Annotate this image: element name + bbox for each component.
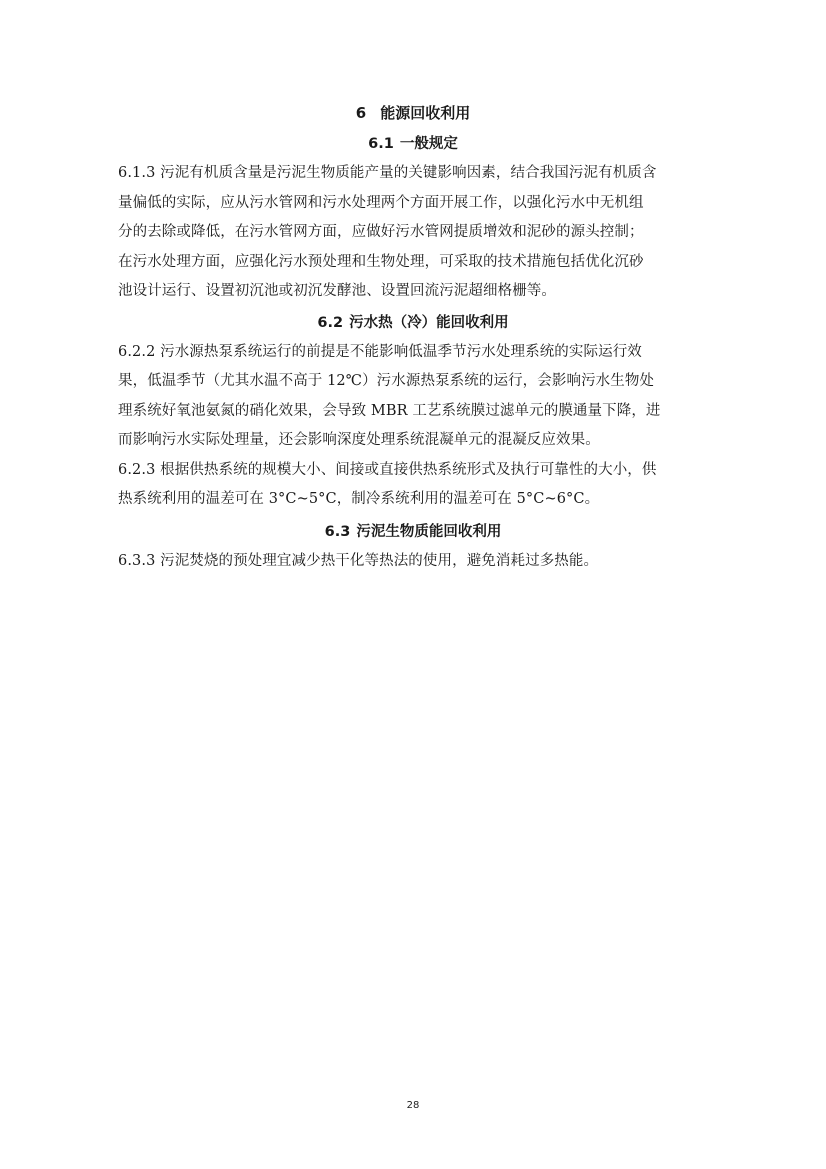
paragraph-line: 6.2.2 污水源热泵系统运行的前提是不能影响低温季节污水处理系统的实际运行效 bbox=[118, 343, 642, 360]
section-number: 6.3 bbox=[324, 523, 351, 540]
paragraph-line: 6.1.3 污泥有机质含量是污泥生物质能产量的关键影响因素，结合我国污泥有机质含 bbox=[118, 165, 657, 181]
section-heading bbox=[118, 309, 708, 338]
page-number: 28 bbox=[406, 1100, 420, 1111]
clause-6-2-3 bbox=[118, 456, 708, 515]
clause-6-2-2 bbox=[118, 338, 708, 456]
paragraph-line: 池设计运行、设置初沉池或初沉发酵池、设置回流污泥超细格栅等。 bbox=[118, 283, 556, 299]
section-6-1 bbox=[118, 130, 708, 307]
section-heading bbox=[118, 518, 708, 547]
paragraph-line: 量偏低的实际，应从污水管网和污水处理两个方面开展工作，以强化污水中无机组 bbox=[118, 194, 644, 211]
paragraph-line: 果，低温季节（尤其水温不高于 12℃）污水源热泵系统的运行，会影响污水生物处 bbox=[118, 373, 655, 389]
paragraph-line: 热系统利用的温差可在 3°C~5°C，制冷系统利用的温差可在 5°C~6°C。 bbox=[118, 491, 600, 507]
section-number: 6.1 bbox=[368, 136, 394, 152]
section-heading bbox=[118, 130, 708, 159]
section-number: 6.2 bbox=[317, 314, 344, 331]
paragraph-line: 在污水处理方面，应强化污水预处理和生物处理，可采取的技术措施包括优化沉砂 bbox=[118, 253, 644, 270]
chapter-number: 6 bbox=[355, 104, 367, 122]
paragraph-line: 6.3.3 污泥焚烧的预处理宜减少热干化等热法的使用，避免消耗过多热能。 bbox=[118, 552, 599, 569]
clause-6-1-3 bbox=[118, 159, 708, 307]
chapter-heading bbox=[118, 98, 708, 128]
clause-6-3-3 bbox=[118, 547, 708, 577]
paragraph-line: 分的去除或降低，在污水管网方面，应做好污水管网提质增效和泥砂的源头控制； bbox=[118, 224, 644, 240]
section-6-2 bbox=[118, 309, 708, 515]
paragraph-line: 而影响污水实际处理量，还会影响深度处理系统混凝单元的混凝反应效果。 bbox=[118, 432, 600, 448]
section-6-3 bbox=[118, 518, 708, 577]
section-title: 污泥生物质能回收利用 bbox=[356, 523, 502, 540]
paragraph-line: 理系统好氧池氨氮的硝化效果，会导致 MBR 工艺系统膜过滤单元的膜通量下降，进 bbox=[118, 402, 661, 419]
section-title: 一般规定 bbox=[399, 136, 458, 152]
document-page bbox=[118, 98, 708, 576]
chapter-title: 能源回收利用 bbox=[380, 104, 471, 122]
section-title: 污水热（冷）能回收利用 bbox=[349, 314, 509, 331]
paragraph-line: 6.2.3 根据供热系统的规模大小、间接或直接供热系统形式及执行可靠性的大小，供 bbox=[118, 461, 657, 478]
